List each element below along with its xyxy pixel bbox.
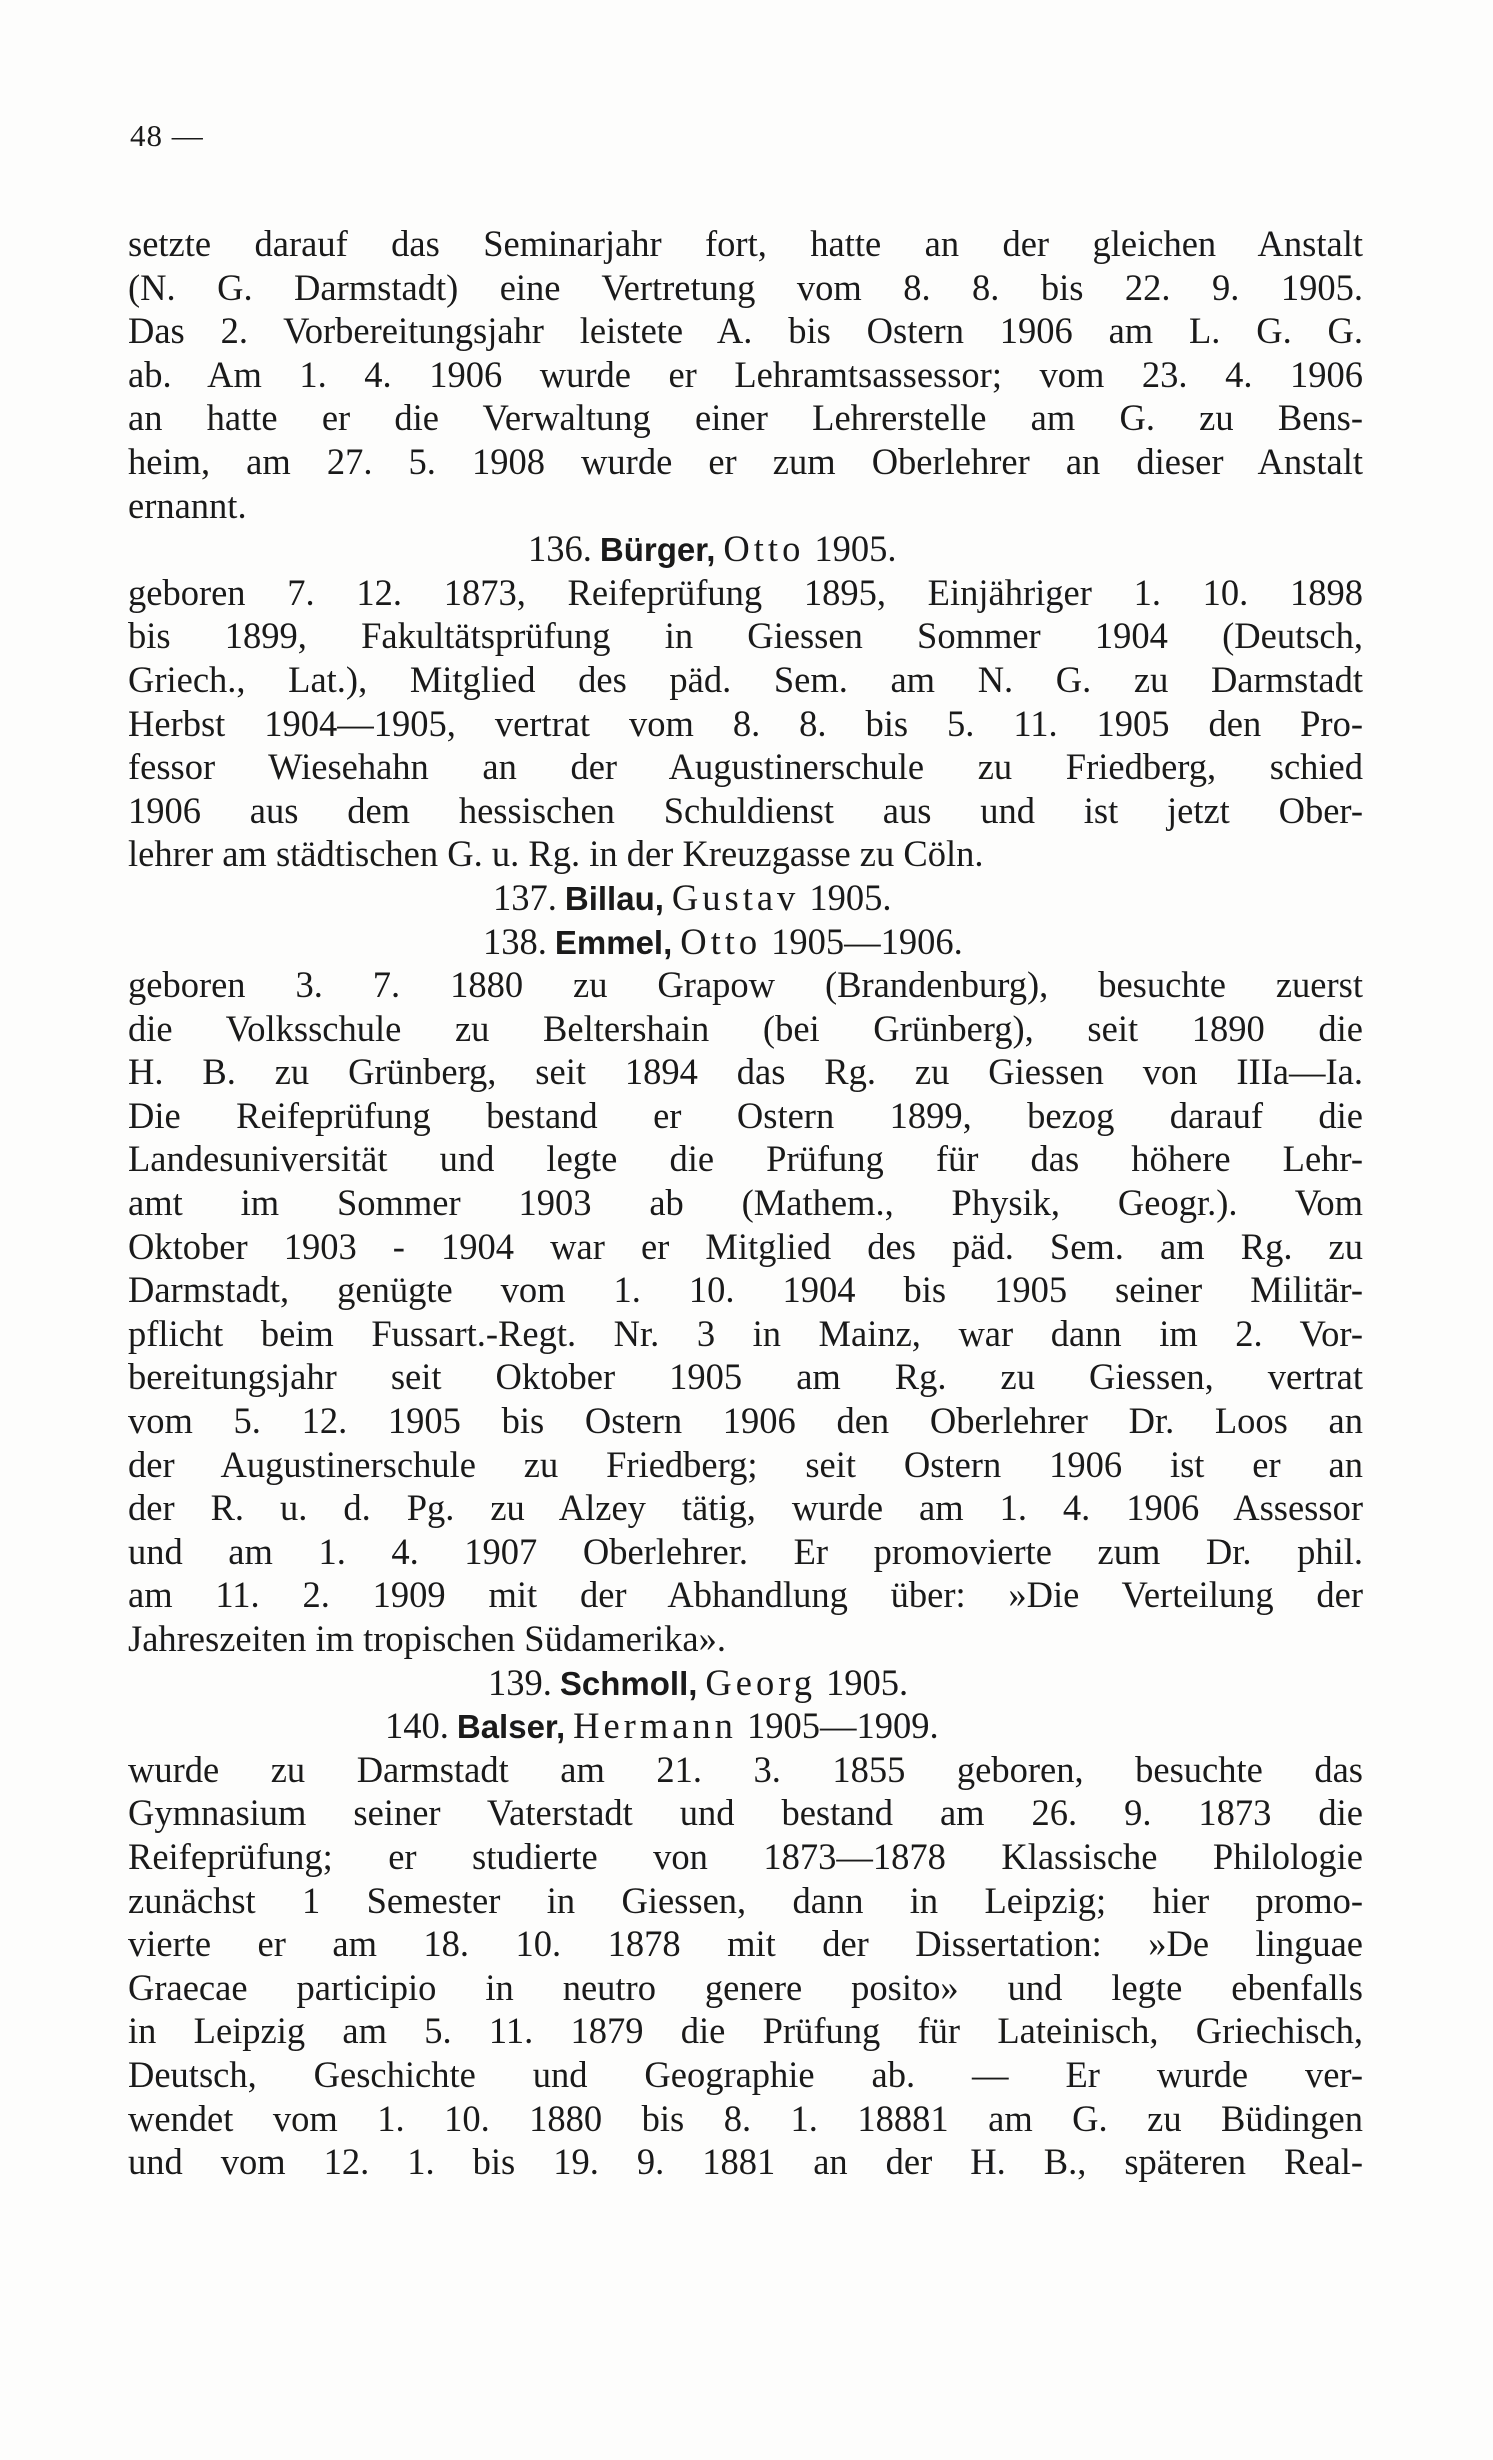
entry-number: 138. [483, 920, 547, 962]
entry-years: 1905. [814, 528, 897, 570]
text-line: Jahreszeiten im tropischen Südamerika». [128, 1618, 727, 1659]
entry-years: 1905—1906. [771, 920, 963, 962]
text-line: Reifeprüfung; er studierte von 1873—1878 Klassische Philologie [128, 1835, 1363, 1877]
text-line: am 11. 2. 1909 mit der Abhandlung über: »Die Verteilung der [128, 1574, 1363, 1616]
body-text [128, 222, 1363, 2184]
entry-heading [128, 1661, 1363, 1705]
text-line: Herbst 1904—1905, vertrat vom 8. 8. bis 5. 11. 1905 den Pro- [128, 702, 1363, 744]
entry-years: 1905—1909. [746, 1705, 939, 1747]
text-line: der R. u. d. Pg. zu Alzey tätig, wurde am 1. 4. 1906 Assessor [128, 1487, 1363, 1529]
text-line: ernannt. [128, 484, 247, 526]
entry-surname: Emmel, [554, 923, 673, 961]
entry-number: 136. [528, 528, 592, 570]
text-line: geboren 3. 7. 1880 zu Grapow (Brandenburg), besuchte zuerst [128, 964, 1363, 1006]
text-line: lehrer am städtischen G. u. Rg. in der Kreuzgasse zu Cöln. [128, 833, 984, 875]
text-line: die Volksschule zu Beltershain (bei Grünberg), seit 1890 die [128, 1007, 1363, 1049]
text-line: heim, am 27. 5. 1908 wurde er zum Oberlehrer an dieser Anstalt [128, 440, 1363, 482]
entry-given-name: Otto [723, 528, 805, 570]
entry-heading [128, 1704, 1363, 1748]
text-line: Landesuniversität und legte die Prüfung für das höhere Lehr- [128, 1138, 1363, 1180]
entry-years: 1905. [809, 876, 892, 918]
text-line: Deutsch, Geschichte und Geographie ab. — Er wurde ver- [128, 2053, 1363, 2095]
text-line: zunächst 1 Semester in Giessen, dann in Leipzig; hier promo- [128, 1879, 1363, 1921]
text-line: wendet vom 1. 10. 1880 bis 8. 1. 18881 am G. zu Büdingen [128, 2097, 1363, 2139]
text-line: bereitungsjahr seit Oktober 1905 am Rg. zu Giessen, vertrat [128, 1356, 1363, 1398]
text-line: und am 1. 4. 1907 Oberlehrer. Er promovierte zum Dr. phil. [128, 1530, 1363, 1572]
entry-surname: Balser, [456, 1708, 566, 1746]
entry-surname: Billau, [564, 879, 664, 917]
entry-heading [128, 876, 1363, 920]
text-line: vom 5. 12. 1905 bis Ostern 1906 den Oberlehrer Dr. Loos an [128, 1400, 1363, 1442]
text-line: fessor Wiesehahn an der Augustinerschule zu Friedberg, schied [128, 746, 1363, 788]
text-line: in Leipzig am 5. 11. 1879 die Prüfung für Lateinisch, Griechisch, [128, 2010, 1363, 2052]
text-line: Oktober 1903 - 1904 war er Mitglied des päd. Sem. am Rg. zu [128, 1225, 1363, 1267]
entry-given-name: Georg [705, 1661, 816, 1703]
entry-given-name: Gustav [671, 876, 800, 918]
text-line: Graecae participio in neutro genere posito» und legte ebenfalls [128, 1966, 1363, 2008]
text-line: (N. G. Darmstadt) eine Vertretung vom 8. 8. bis 22. 9. 1905. [128, 266, 1363, 308]
entry-surname: Bürger, [599, 531, 716, 569]
entry-surname: Schmoll, [559, 1664, 698, 1702]
entry-heading [128, 527, 1363, 571]
page-number: 48 — [130, 118, 204, 153]
entry-number: 139. [488, 1661, 552, 1703]
text-line: 1906 aus dem hessischen Schuldienst aus und ist jetzt Ober- [128, 789, 1363, 831]
text-line: vierte er am 18. 10. 1878 mit der Dissertation: »De linguae [128, 1923, 1363, 1965]
entry-number: 140. [385, 1705, 449, 1747]
text-line: amt im Sommer 1903 ab (Mathem., Physik, Geogr.). Vom [128, 1182, 1363, 1224]
entry-given-name: Hermann [573, 1705, 737, 1747]
text-line: Die Reifeprüfung bestand er Ostern 1899, bezog darauf die [128, 1094, 1363, 1136]
entry-heading [128, 920, 1363, 964]
entry-given-name: Otto [680, 920, 762, 962]
text-line: bis 1899, Fakultätsprüfung in Giessen Sommer 1904 (Deutsch, [128, 615, 1363, 657]
text-line: Das 2. Vorbereitungsjahr leistete A. bis Ostern 1906 am L. G. G. [128, 310, 1363, 352]
text-line: Griech., Lat.), Mitglied des päd. Sem. am N. G. zu Darmstadt [128, 658, 1363, 700]
entry-number: 137. [493, 876, 557, 918]
text-line: und vom 12. 1. bis 19. 9. 1881 an der H. B., späteren Real- [128, 2141, 1363, 2183]
text-line: wurde zu Darmstadt am 21. 3. 1855 geboren, besuchte das [128, 1748, 1363, 1790]
text-line: der Augustinerschule zu Friedberg; seit Ostern 1906 ist er an [128, 1443, 1363, 1485]
text-line: Gymnasium seiner Vaterstadt und bestand am 26. 9. 1873 die [128, 1792, 1363, 1834]
text-line: an hatte er die Verwaltung einer Lehrerstelle am G. zu Bens- [128, 397, 1363, 439]
entry-years: 1905. [825, 1661, 909, 1703]
text-line: Darmstadt, genügte vom 1. 10. 1904 bis 1905 seiner Militär- [128, 1269, 1363, 1311]
text-line: ab. Am 1. 4. 1906 wurde er Lehramtsassessor; vom 23. 4. 1906 [128, 353, 1363, 395]
text-line: pflicht beim Fussart.-Regt. Nr. 3 in Mainz, war dann im 2. Vor- [128, 1312, 1363, 1354]
text-line: geboren 7. 12. 1873, Reifeprüfung 1895, Einjähriger 1. 10. 1898 [128, 571, 1363, 613]
text-line: H. B. zu Grünberg, seit 1894 das Rg. zu Giessen von IIIa—Ia. [128, 1051, 1363, 1093]
text-line: setzte darauf das Seminarjahr fort, hatte an der gleichen Anstalt [128, 223, 1363, 264]
